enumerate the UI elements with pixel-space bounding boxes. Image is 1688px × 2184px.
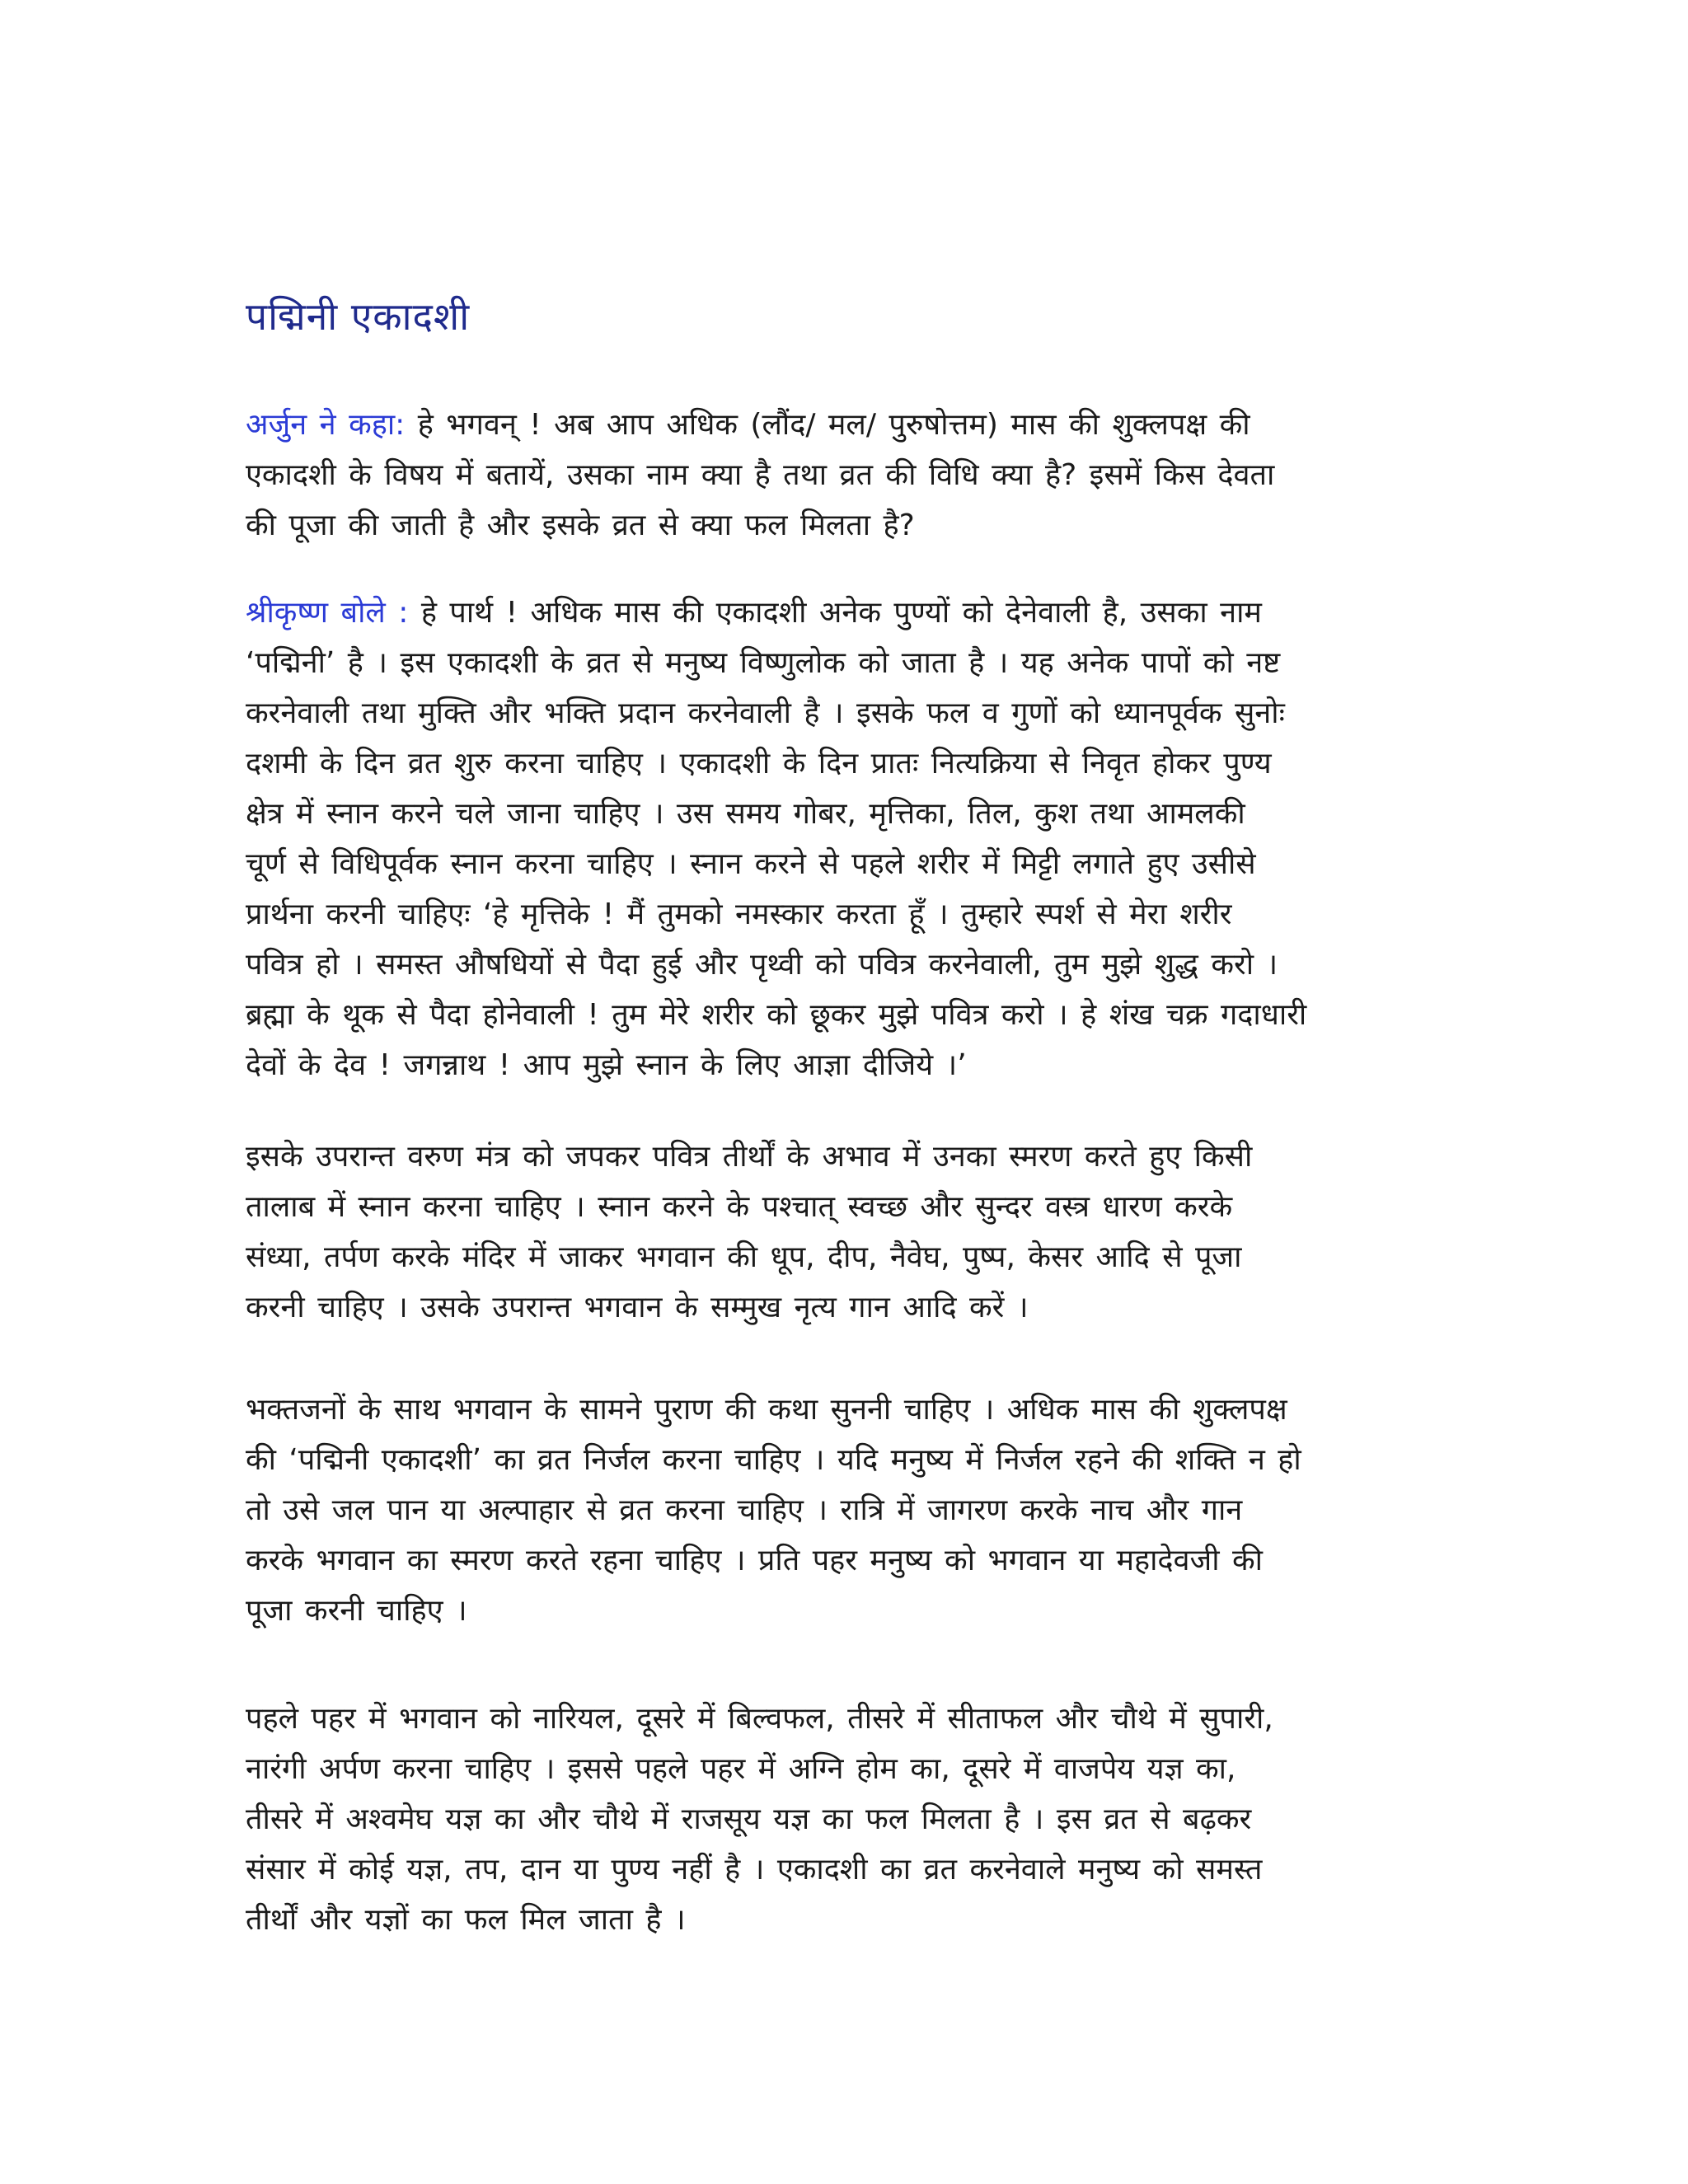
- paragraph-line: पवित्र हो । समस्त औषधियों से पैदा हुई और पृथ्वी को पवित्र करनेवाली, तुम मुझे शुद्ध करो ।: [246, 948, 1278, 982]
- speaker-label: अर्जुन ने कहा:: [246, 408, 406, 442]
- paragraph-line: भक्तजनों के साथ भगवान के सामने पुराण की कथा सुननी चाहिए । अधिक मास की शुक्लपक्ष: [246, 1393, 1287, 1427]
- paragraph-line: एकादशी के विषय में बतायें, उसका नाम क्या है तथा व्रत की विधि क्या है? इसमें किस देवता: [246, 458, 1275, 492]
- paragraph-varuna-mantra: [246, 1132, 1449, 1333]
- paragraph-line: तीसरे में अश्वमेघ यज्ञ का और चौथे में राजसूय यज्ञ का फल मिलता है । इस व्रत से बढ़कर: [246, 1802, 1252, 1836]
- paragraph-line: करनेवाली तथा मुक्ति और भक्ति प्रदान करनेवाली है । इसके फल व गुणों को ध्यानपूर्वक सुनोः: [246, 696, 1285, 730]
- paragraph-line: करनी चाहिए । उसके उपरान्त भगवान के सम्मुख नृत्य गान आदि करें ।: [246, 1291, 1029, 1324]
- paragraph-line: इसके उपरान्त वरुण मंत्र को जपकर पवित्र तीर्थों के अभाव में उनका स्मरण करते हुए किसी: [246, 1140, 1253, 1174]
- paragraph-krishna-answer: [246, 588, 1449, 1090]
- speaker-label: श्रीकृष्ण बोले :: [246, 596, 409, 630]
- line-text: हे भगवन् ! अब आप अधिक (लौंद/ मल/ पुरुषोत्तम) मास की शुक्लपक्ष की: [417, 408, 1250, 442]
- paragraph-line: पहले पहर में भगवान को नारियल, दूसरे में बिल्वफल, तीसरे में सीताफल और चौथे में सुपारी,: [246, 1702, 1273, 1736]
- paragraph-line: करके भगवान का स्मरण करते रहना चाहिए । प्रति पहर मनुष्य को भगवान या महादेवजी की: [246, 1544, 1263, 1577]
- paragraph-line: प्रार्थना करनी चाहिएः ‘हे मृत्तिके ! मैं तुमको नमस्कार करता हूँ । तुम्हारे स्पर्श से मेरा शरीर: [246, 898, 1232, 931]
- paragraph-line: ‘पद्मिनी’ है । इस एकादशी के व्रत से मनुष्य विष्णुलोक को जाता है । यह अनेक पापों को नष्ट: [246, 646, 1281, 680]
- paragraph-line: संध्या, तर्पण करके मंदिर में जाकर भगवान की धूप, दीप, नैवेघ, पुष्प, केसर आदि से पूजा: [246, 1240, 1242, 1274]
- line-text: हे पार्थ ! अधिक मास की एकादशी अनेक पुण्यों को देनेवाली है, उसका नाम: [420, 596, 1262, 630]
- paragraph-line: की पूजा की जाती है और इसके व्रत से क्या फल मिलता है?: [246, 509, 915, 542]
- paragraph-line: संसार में कोई यज्ञ, तप, दान या पुण्य नहीं है । एकादशी का व्रत करनेवाले मनुष्य को समस्त: [246, 1853, 1263, 1886]
- paragraph-line: तालाब में स्नान करना चाहिए । स्नान करने के पश्चात् स्वच्छ और सुन्दर वस्त्र धारण करके: [246, 1190, 1233, 1224]
- paragraph-line: नारंगी अर्पण करना चाहिए । इससे पहले पहर में अग्नि होम का, दूसरे में वाजपेय यज्ञ का,: [246, 1752, 1236, 1786]
- paragraph-line: तीर्थों और यज्ञों का फल मिल जाता है ।: [246, 1903, 686, 1937]
- paragraph-line: क्षेत्र में स्नान करने चले जाना चाहिए । उस समय गोबर, मृत्तिका, तिल, कुश तथा आमलकी: [246, 797, 1245, 831]
- paragraph-line: [246, 400, 1449, 450]
- paragraph-line: ब्रह्मा के थूक से पैदा होनेवाली ! तुम मेरे शरीर को छूकर मुझे पवित्र करो । हे शंख चक्र गदाधारी: [246, 998, 1307, 1032]
- paragraph-offerings: [246, 1694, 1449, 1945]
- paragraph-line: [246, 588, 1449, 638]
- paragraph-line: की ‘पद्मिनी एकादशी’ का व्रत निर्जल करना चाहिए । यदि मनुष्य में निर्जल रहने की शक्ति न हो: [246, 1443, 1301, 1477]
- paragraph-line: तो उसे जल पान या अल्पाहार से व्रत करना चाहिए । रात्रि में जागरण करके नाच और गान: [246, 1493, 1243, 1527]
- paragraph-devotees: [246, 1385, 1449, 1636]
- paragraph-arjuna-question: [246, 400, 1449, 551]
- paragraph-line: चूर्ण से विधिपूर्वक स्नान करना चाहिए । स्नान करने से पहले शरीर में मिट्टी लगाते हुए उसीसे: [246, 847, 1256, 881]
- paragraph-line: दशमी के दिन व्रत शुरु करना चाहिए । एकादशी के दिन प्रातः नित्यक्रिया से निवृत होकर पुण्य: [246, 747, 1272, 780]
- paragraph-line: देवों के देव ! जगन्नाथ ! आप मुझे स्नान के लिए आज्ञा दीजिये ।’: [246, 1048, 967, 1082]
- paragraph-line: पूजा करनी चाहिए ।: [246, 1594, 467, 1628]
- page-title: पद्मिनी एकादशी: [246, 294, 471, 339]
